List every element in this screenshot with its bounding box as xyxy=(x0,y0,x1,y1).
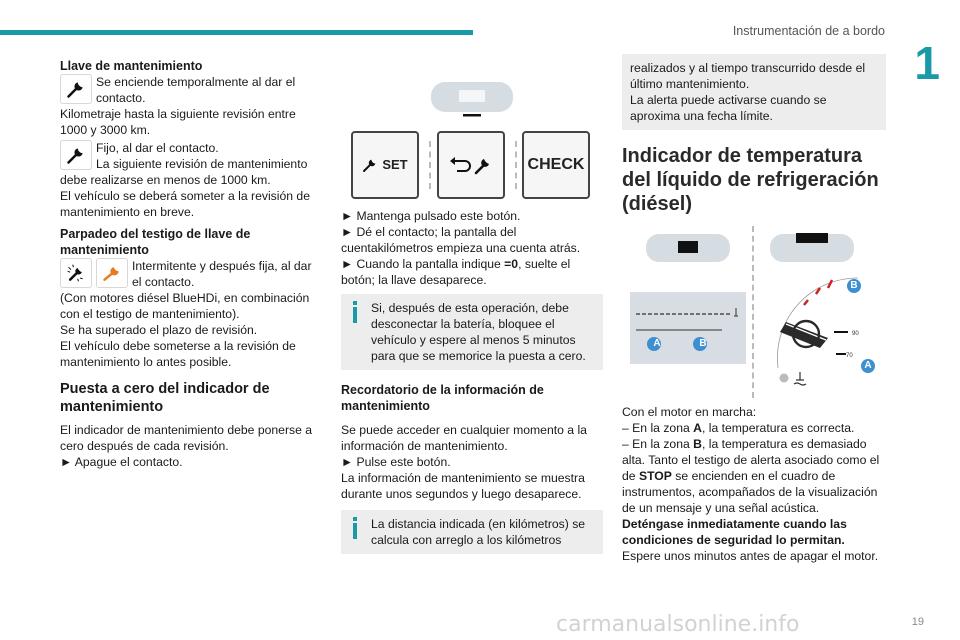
gauge-tick-70: 70 xyxy=(846,353,853,359)
paragraph: La información de mantenimiento se muestra durante unos segundos y luego desaparece. xyxy=(341,471,585,501)
paragraph: Se ha superado el plazo de revisión. xyxy=(60,323,258,337)
paragraph: (Con motores diésel BlueHDi, en combinación con el testigo de mantenimiento). xyxy=(60,291,310,321)
note-text: La distancia indicada (en kilómetros) se calcula con arreglo a los kilómetros xyxy=(371,517,586,547)
chapter-number: 1 xyxy=(914,37,940,89)
return-wrench-icon xyxy=(449,155,493,175)
button-figure xyxy=(341,76,603,202)
gauge-tick-90: 90 xyxy=(852,331,859,337)
instrument-panel-icon xyxy=(429,80,515,120)
section-heading-coolant: Indicador de temperatura del líquido de refrigeración (diésel) xyxy=(622,145,879,215)
note-text: La alerta puede activarse cuando se aproxima una fecha límite. xyxy=(630,93,827,123)
paragraph: – En la zona B, la temperatura es demasiado alta. Tanto el testigo de alerta asociado como el de STOP se encienden en el cuadro de instrumentos, acompañados de la visualización de un mensaje y una señal acústica. xyxy=(622,437,880,515)
zone-a-label: A xyxy=(864,360,872,371)
step: ► Dé el contacto; la pantalla del cuentakilómetros empieza una cuenta atrás. xyxy=(341,225,581,255)
header-title: Instrumentación de a bordo xyxy=(732,24,885,38)
paragraph: Kilometraje hasta la siguiente revisión entre 1000 y 3000 km. xyxy=(60,107,296,137)
column-3 xyxy=(622,54,886,564)
zone-a-label: A xyxy=(653,338,661,349)
set-button[interactable] xyxy=(351,131,419,199)
coolant-figure xyxy=(622,226,886,398)
icon-row-1 xyxy=(60,74,322,106)
coolant-dial-gauge xyxy=(762,274,886,392)
page-number: 19 xyxy=(911,616,924,628)
info-icon xyxy=(351,301,359,323)
column-2 xyxy=(341,76,603,554)
check-button[interactable] xyxy=(522,131,590,199)
text-line: Intermitente y después fija, al dar xyxy=(132,259,312,273)
divider xyxy=(752,226,754,398)
zone-b-label: B xyxy=(850,280,858,291)
linear-gauge-diagram xyxy=(630,292,746,364)
text-line: contacto. xyxy=(96,91,146,105)
instrument-panel-icon xyxy=(768,232,856,266)
paragraph: Con el motor en marcha: xyxy=(622,405,757,419)
set-button-label: SET xyxy=(382,157,408,172)
instrument-panel-icon xyxy=(644,232,732,266)
text-line: Fijo, al dar el contacto. xyxy=(96,141,219,155)
column-1 xyxy=(60,58,322,470)
zone-b-label: B xyxy=(699,338,707,349)
note-text: realizados y al tiempo transcurrido desde el último mantenimiento. xyxy=(630,61,866,91)
header-accent-bar xyxy=(0,30,473,35)
text-line: el contacto. xyxy=(132,275,195,289)
paragraph: Espere unos minutos antes de apagar el motor. xyxy=(622,549,879,563)
section-title-key-flashing: Parpadeo del testigo de llave de mantenimiento xyxy=(60,227,251,257)
paragraph: El indicador de mantenimiento debe ponerse a cero después de cada revisión. xyxy=(60,423,313,453)
flashing-wrench-icon xyxy=(60,258,92,288)
info-icon xyxy=(351,517,359,539)
divider xyxy=(515,141,517,189)
paragraph-bold: Deténgase inmediatamente cuando las condiciones de seguridad lo permitan. xyxy=(622,517,847,547)
info-note xyxy=(341,510,603,554)
paragraph: El vehículo debe someterse a la revisión de mantenimiento lo antes posible. xyxy=(60,339,296,369)
wrench-icon xyxy=(362,157,378,173)
divider xyxy=(429,141,431,189)
paragraph: ► Apague el contacto. xyxy=(60,455,183,469)
return-wrench-button[interactable] xyxy=(437,131,505,199)
wrench-icon xyxy=(60,74,92,104)
icon-row-3 xyxy=(60,258,322,290)
text-line: La siguiente revisión de mantenimiento xyxy=(96,157,308,171)
icon-row-2 xyxy=(60,140,322,172)
check-button-label: CHECK xyxy=(527,156,585,173)
note-text: Si, después de esta operación, debe desconectar la batería, bloquee el vehículo y espere al menos 5 minutos para que se memorice la puesta a cero. xyxy=(371,301,586,363)
section-title-reminder: Recordatorio de la información de mantenimiento xyxy=(341,383,544,413)
info-note-continued xyxy=(622,54,886,130)
watermark: carmanualsonline.info xyxy=(556,612,800,637)
info-note xyxy=(341,294,603,370)
orange-wrench-icon xyxy=(96,258,128,288)
wrench-icon xyxy=(60,140,92,170)
section-title-reset: Puesta a cero del indicador de mantenimiento xyxy=(60,381,270,415)
paragraph: debe realizarse en menos de 1000 km. xyxy=(60,173,271,187)
step: ► Mantenga pulsado este botón. xyxy=(341,209,521,223)
paragraph: – En la zona A, la temperatura es correcta. xyxy=(622,421,855,435)
section-title-maintenance-key: Llave de mantenimiento xyxy=(60,59,203,73)
text-line: Se enciende temporalmente al dar el xyxy=(96,75,296,89)
step: ► Cuando la pantalla indique =0, suelte el botón; la llave desaparece. xyxy=(341,257,571,287)
paragraph: Se puede acceder en cualquier momento a la información de mantenimiento. xyxy=(341,423,587,453)
paragraph: ► Pulse este botón. xyxy=(341,455,451,469)
paragraph: El vehículo se deberá someter a la revisión de mantenimiento en breve. xyxy=(60,189,310,219)
